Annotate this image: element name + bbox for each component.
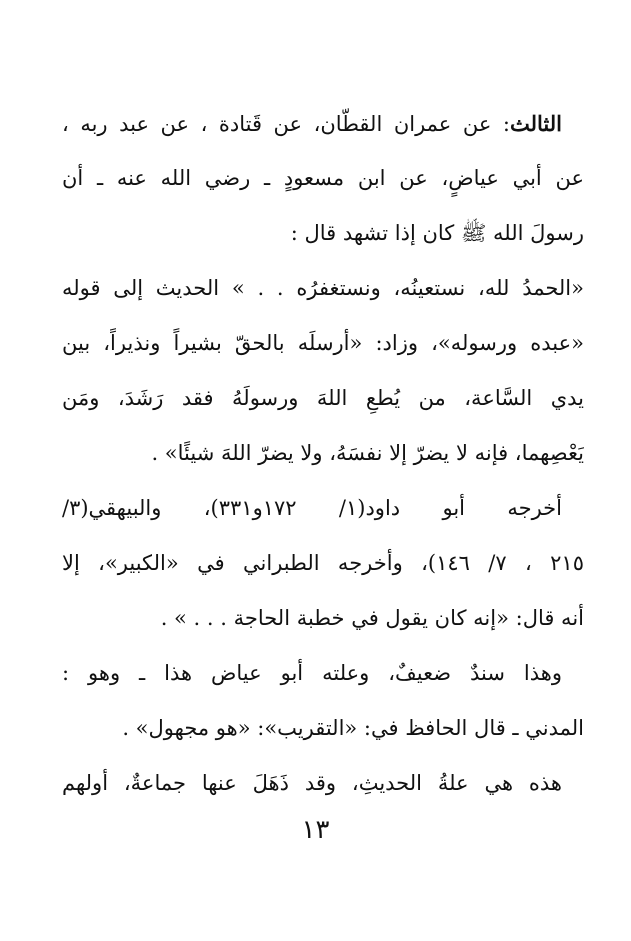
text-line: «الحمدُ لله، نستعينُه، ونستغفرُه . . » الحديث إلى قوله bbox=[62, 276, 584, 300]
text-line: هذه هي علةُ الحديثِ، وقد ذَهَلَ عنها جماعةٌ، أولهم bbox=[62, 771, 562, 795]
text-line: «عبده ورسوله»، وزاد: «أرسلَه بالحقّ بشيراً ونذيراً، بين bbox=[62, 331, 584, 355]
text-line bbox=[62, 96, 584, 151]
text-line: رسولَ الله ﷺ كان إذا تشهد قال : bbox=[290, 221, 584, 245]
page-number: ١٣ bbox=[301, 815, 330, 845]
text-line: وهذا سندٌ ضعيفٌ، وعلته أبو عياض هذا ـ وهو : bbox=[62, 661, 562, 685]
text-line: يَعْصِهما، فإنه لا يضرّ إلا نفسَهُ، ولا يضرّ اللهَ شيئًا» . bbox=[151, 441, 584, 465]
line-text: : عن عمران القطّان، عن قَتادة ، عن عبد ربه ، bbox=[62, 112, 510, 136]
section-heading: الثالث bbox=[510, 111, 562, 136]
text-line: أنه قال: «إنه كان يقول في خطبة الحاجة . . . » . bbox=[160, 606, 584, 630]
text-line: المدني ـ قال الحافظ في: «التقريب»: «هو مجهول» . bbox=[122, 716, 584, 740]
text-line: ٢١٥ ، ٧/ ١٤٦)، وأخرجه الطبراني في «الكبير»، إلا bbox=[62, 551, 584, 575]
text-line: عن أبي عياضٍ، عن ابن مسعودٍ ـ رضي الله عنه ـ أن bbox=[62, 166, 584, 190]
main-text bbox=[62, 96, 584, 811]
text-line: أخرجه أبو داود(١/ ١٧٢و٣٣١)، والبيهقي(٣/ bbox=[62, 496, 562, 520]
text-line: يدي السَّاعة، من يُطعِ اللهَ ورسولَهُ فقد رَشَدَ، ومَن bbox=[62, 386, 584, 410]
